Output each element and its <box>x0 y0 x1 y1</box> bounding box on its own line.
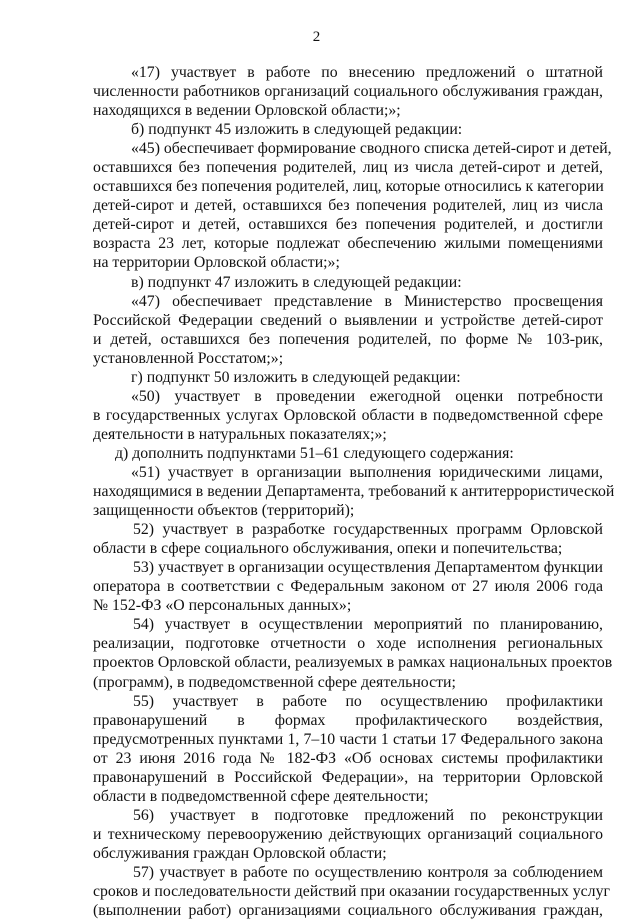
text-line: деятельности в натуральных показателях;»; <box>93 425 387 443</box>
text-line: № 152-ФЗ «О персональных данных»; <box>93 597 352 615</box>
text-line: и техническому перевооружению действующих организаций социального <box>93 825 603 843</box>
text-line: 55) участвует в работе по осуществлению профилактики <box>133 692 603 710</box>
text-line: 52) участвует в разработке государственных программ Орловской <box>133 521 603 539</box>
text-line: проектов Орловской области, реализуемых в рамках национальных проектов <box>93 654 613 672</box>
text-line: оператора в соответствии с Федеральным законом от 27 июля 2006 года <box>93 578 603 596</box>
text-line: 53) участвует в организации осуществления Департаментом функции <box>133 559 603 577</box>
text-line: находящимися в ведении Департамента, требований к антитеррористической <box>93 483 615 501</box>
text-line: детей-сирот и детей, оставшихся без попечения родителей, и достигли <box>93 216 603 234</box>
text-line: (программ), в подведомственной сфере деятельности; <box>93 673 456 691</box>
text-line: 57) участвует в работе по осуществлению контроля за соблюдением <box>133 863 603 881</box>
text-line: «17) участвует в работе по внесению предложений о штатной <box>131 64 603 81</box>
text-line: области в подведомственной сфере деятельности; <box>93 787 429 805</box>
text-line: детей-сирот и детей, оставшихся без попечения родителей, лиц из числа <box>93 197 603 215</box>
text-line: «45) обеспечивает формирование сводного списка детей-сирот и детей, <box>131 140 612 158</box>
text-line: обслуживания граждан Орловской области; <box>93 844 387 862</box>
text-line: области в сфере социального обслуживания, опеки и попечительства; <box>93 540 563 558</box>
text-line: г) подпункт 50 изложить в следующей редакции: <box>131 368 461 386</box>
text-line: находящихся в ведении Орловской области;»; <box>93 102 401 120</box>
page-number: 2 <box>312 29 321 45</box>
text-line: реализации, подготовке отчетности о ходе исполнения региональных <box>93 635 603 653</box>
text-line: 56) участвует в подготовке предложений по реконструкции <box>133 806 603 824</box>
text-line: в государственных услугах Орловской области в подведомственной сфере <box>93 406 603 424</box>
text-line: на территории Орловской области;»; <box>93 254 340 272</box>
document-body <box>93 63 615 920</box>
text-line: численности работников организаций социального обслуживания граждан, <box>93 83 603 101</box>
text-line: д) дополнить подпунктами 51–61 следующего содержания: <box>115 444 514 462</box>
text-line: установленной Росстатом;»; <box>93 349 284 367</box>
text-line: сроков и последовательности действий при оказании государственных услуг <box>93 883 610 901</box>
text-line: 54) участвует в осуществлении мероприятий по планированию, <box>133 616 603 634</box>
text-line: оставшихся без попечения родителей, лиц из числа детей-сирот и детей, <box>93 159 603 177</box>
text-line: Российской Федерации сведений о выявлении и устройстве детей-сирот <box>93 311 603 329</box>
text-line: правонарушений в формах профилактического воздействия, <box>93 711 603 729</box>
text-line: (выполнении работ) организациями социального обслуживания граждан, <box>93 902 603 920</box>
text-line: возраста 23 лет, которые подлежат обеспечению жилыми помещениями <box>93 235 603 253</box>
text-line: защищенности объектов (территорий); <box>93 502 355 520</box>
text-line: предусмотренных пунктами 1, 7–10 части 1 статьи 17 Федерального закона <box>93 730 603 748</box>
text-line: «47) обеспечивает представление в Министерство просвещения <box>131 292 603 310</box>
text-line: б) подпункт 45 изложить в следующей редакции: <box>131 121 463 139</box>
text-line: и детей, оставшихся без попечения родителей, по форме № 103-рик, <box>93 330 603 348</box>
text-line: правонарушений в Российской Федерации», на территории Орловской <box>93 768 603 786</box>
text-line: «51) участвует в организации выполнения юридическими лицами, <box>131 463 603 481</box>
text-line: в) подпункт 47 изложить в следующей редакции: <box>131 273 462 291</box>
text-line: «50) участвует в проведении ежегодной оценки потребности <box>131 387 603 405</box>
text-line: от 23 июня 2016 года № 182-ФЗ «Об основах системы профилактики <box>93 749 603 767</box>
text-line: оставшихся без попечения родителей, лиц, которые относились к категории <box>93 178 604 196</box>
